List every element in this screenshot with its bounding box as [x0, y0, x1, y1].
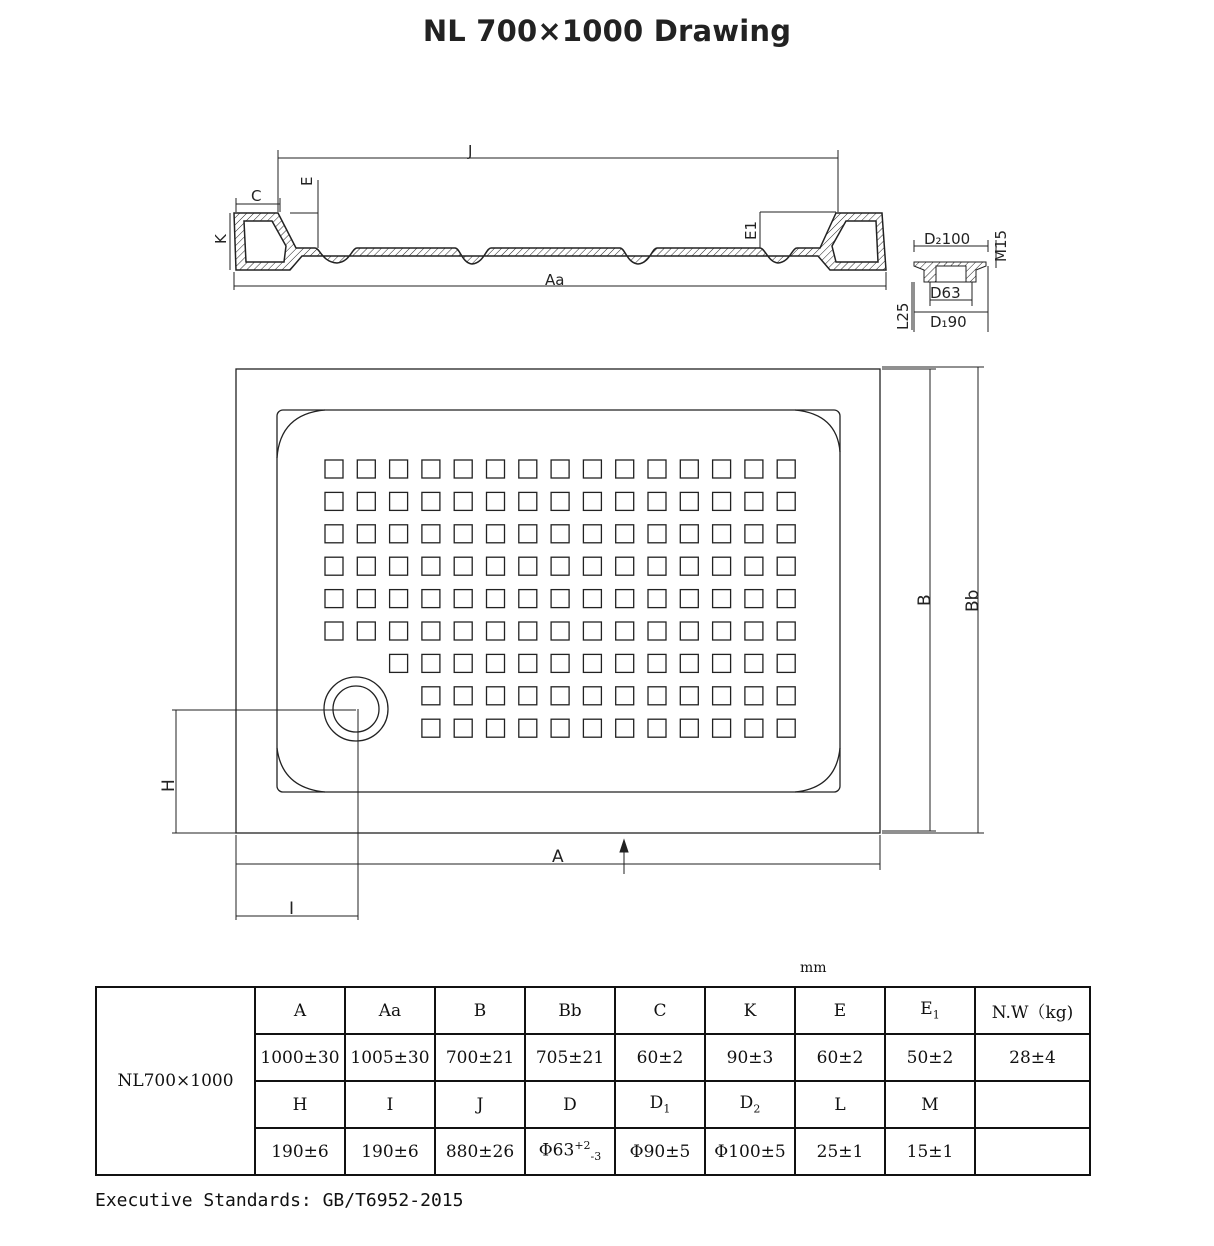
dim-E: [290, 180, 318, 248]
header-D: D: [525, 1081, 615, 1128]
anti-slip-square: [583, 654, 601, 672]
spec-table: [95, 986, 1091, 1176]
anti-slip-square: [487, 622, 505, 640]
anti-slip-square: [745, 719, 763, 737]
anti-slip-square: [745, 622, 763, 640]
cross-section-view: [234, 213, 886, 270]
label-B: B: [915, 594, 935, 606]
anti-slip-square: [551, 687, 569, 705]
anti-slip-square: [422, 557, 440, 575]
anti-slip-square: [648, 622, 666, 640]
anti-slip-square: [713, 687, 731, 705]
anti-slip-square: [454, 622, 472, 640]
anti-slip-square: [680, 719, 698, 737]
anti-slip-square: [616, 654, 634, 672]
header-Aa: Aa: [345, 987, 435, 1034]
header-E1: $E_1$: [885, 987, 975, 1034]
value-I: 190±6: [345, 1128, 435, 1175]
header-L: L: [795, 1081, 885, 1128]
label-D63: D63: [930, 284, 961, 302]
anti-slip-square: [583, 687, 601, 705]
value-E1: 50±2: [885, 1034, 975, 1081]
anti-slip-square: [745, 525, 763, 543]
label-E: E: [298, 176, 316, 186]
anti-slip-square: [648, 492, 666, 510]
anti-slip-square: [745, 654, 763, 672]
anti-slip-square: [357, 557, 375, 575]
anti-slip-square: [777, 654, 795, 672]
anti-slip-square: [422, 460, 440, 478]
anti-slip-square: [680, 460, 698, 478]
anti-slip-square: [390, 492, 408, 510]
anti-slip-square: [519, 719, 537, 737]
anti-slip-square: [745, 460, 763, 478]
anti-slip-square: [422, 687, 440, 705]
anti-slip-square: [583, 460, 601, 478]
value-C: 60±2: [615, 1034, 705, 1081]
anti-slip-square: [519, 654, 537, 672]
anti-slip-square: [648, 460, 666, 478]
value-K: 90±3: [705, 1034, 795, 1081]
anti-slip-square: [357, 622, 375, 640]
anti-slip-square: [325, 590, 343, 608]
anti-slip-square: [390, 525, 408, 543]
anti-slip-square: [777, 525, 795, 543]
anti-slip-square: [777, 590, 795, 608]
header-M: M: [885, 1081, 975, 1128]
anti-slip-square: [325, 622, 343, 640]
anti-slip-square: [680, 590, 698, 608]
anti-slip-square: [390, 590, 408, 608]
anti-slip-square: [519, 460, 537, 478]
anti-slip-square: [616, 557, 634, 575]
anti-slip-square: [583, 622, 601, 640]
tray-section-profile: [234, 213, 886, 270]
anti-slip-square: [519, 557, 537, 575]
anti-slip-square: [422, 492, 440, 510]
page-title: NL 700×1000 Drawing: [422, 14, 792, 48]
anti-slip-square: [616, 492, 634, 510]
anti-slip-square: [519, 622, 537, 640]
anti-slip-square: [713, 492, 731, 510]
anti-slip-square: [519, 525, 537, 543]
anti-slip-square: [551, 590, 569, 608]
header-H: H: [255, 1081, 345, 1128]
label-C: C: [251, 187, 262, 205]
dim-J: [278, 150, 838, 212]
value-E: 60±2: [795, 1034, 885, 1081]
anti-slip-square: [616, 622, 634, 640]
anti-slip-square: [422, 719, 440, 737]
anti-slip-square: [519, 687, 537, 705]
anti-slip-square: [745, 557, 763, 575]
anti-slip-square: [616, 590, 634, 608]
anti-slip-square: [357, 492, 375, 510]
label-J: J: [468, 142, 473, 160]
header-Bb: Bb: [525, 987, 615, 1034]
anti-slip-square: [487, 719, 505, 737]
value-H: 190±6: [255, 1128, 345, 1175]
anti-slip-square: [487, 492, 505, 510]
anti-slip-square: [680, 492, 698, 510]
corner-bl: [277, 748, 325, 792]
anti-slip-square: [325, 525, 343, 543]
empty-cell: [975, 1081, 1090, 1128]
anti-slip-square: [422, 654, 440, 672]
anti-slip-square: [583, 557, 601, 575]
anti-slip-square: [487, 525, 505, 543]
anti-slip-square: [551, 525, 569, 543]
label-D2: D₂100: [924, 230, 971, 248]
anti-slip-square: [616, 525, 634, 543]
anti-slip-square: [454, 654, 472, 672]
anti-slip-square: [583, 719, 601, 737]
anti-slip-square: [648, 525, 666, 543]
anti-slip-square: [777, 687, 795, 705]
header-K: K: [705, 987, 795, 1034]
anti-slip-square: [713, 557, 731, 575]
anti-slip-squares: [325, 460, 795, 737]
anti-slip-square: [390, 460, 408, 478]
label-E1: E1: [742, 220, 760, 240]
label-Bb: Bb: [963, 589, 983, 612]
anti-slip-square: [325, 557, 343, 575]
header-J: J: [435, 1081, 525, 1128]
anti-slip-square: [325, 460, 343, 478]
value-A: 1000±30: [255, 1034, 345, 1081]
anti-slip-square: [454, 557, 472, 575]
anti-slip-square: [454, 590, 472, 608]
header-E: E: [795, 987, 885, 1034]
anti-slip-square: [713, 719, 731, 737]
value-D: $\Phi 63^{+2}_{-3}$: [525, 1128, 615, 1175]
label-D1: D₁90: [930, 313, 967, 331]
anti-slip-square: [454, 525, 472, 543]
anti-slip-square: [551, 460, 569, 478]
dim-I: [236, 709, 358, 920]
anti-slip-square: [648, 719, 666, 737]
anti-slip-square: [648, 654, 666, 672]
anti-slip-square: [583, 590, 601, 608]
corner-tl: [277, 410, 325, 458]
header-A: A: [255, 987, 345, 1034]
anti-slip-square: [454, 719, 472, 737]
anti-slip-square: [648, 590, 666, 608]
anti-slip-square: [357, 590, 375, 608]
anti-slip-square: [713, 654, 731, 672]
value-Aa: 1005±30: [345, 1034, 435, 1081]
anti-slip-square: [487, 557, 505, 575]
table-row: [96, 987, 1090, 1034]
anti-slip-square: [745, 590, 763, 608]
header-C: C: [615, 987, 705, 1034]
header-B: B: [435, 987, 525, 1034]
anti-slip-square: [713, 525, 731, 543]
anti-slip-square: [551, 654, 569, 672]
header-I: I: [345, 1081, 435, 1128]
anti-slip-square: [680, 687, 698, 705]
value-nw: 28±4: [975, 1034, 1090, 1081]
anti-slip-square: [390, 654, 408, 672]
anti-slip-square: [390, 557, 408, 575]
anti-slip-square: [680, 525, 698, 543]
anti-slip-square: [713, 622, 731, 640]
label-H: H: [159, 779, 179, 792]
anti-slip-square: [454, 492, 472, 510]
anti-slip-square: [777, 460, 795, 478]
anti-slip-square: [777, 492, 795, 510]
value-D1: Φ90±5: [615, 1128, 705, 1175]
anti-slip-square: [487, 460, 505, 478]
anti-slip-square: [357, 525, 375, 543]
value-B: 700±21: [435, 1034, 525, 1081]
anti-slip-square: [648, 557, 666, 575]
anti-slip-square: [551, 622, 569, 640]
label-M15: M15: [992, 229, 1010, 262]
anti-slip-square: [616, 719, 634, 737]
anti-slip-square: [390, 622, 408, 640]
anti-slip-square: [519, 492, 537, 510]
label-K: K: [212, 234, 230, 244]
dim-H: [172, 710, 356, 833]
anti-slip-square: [422, 622, 440, 640]
unit-label: mm: [800, 960, 827, 976]
label-L25: L25: [894, 302, 912, 330]
anti-slip-square: [648, 687, 666, 705]
anti-slip-square: [487, 654, 505, 672]
value-L: 25±1: [795, 1128, 885, 1175]
anti-slip-square: [713, 590, 731, 608]
anti-slip-square: [616, 460, 634, 478]
anti-slip-square: [745, 687, 763, 705]
anti-slip-square: [422, 590, 440, 608]
anti-slip-square: [487, 590, 505, 608]
anti-slip-square: [454, 687, 472, 705]
header-D2: $D_2$: [705, 1081, 795, 1128]
value-D2: Φ100±5: [705, 1128, 795, 1175]
anti-slip-square: [680, 557, 698, 575]
drain-hole: [324, 677, 388, 741]
anti-slip-square: [551, 719, 569, 737]
empty-cell: [975, 1128, 1090, 1175]
label-A: A: [552, 847, 564, 867]
header-D1: $D_1$: [615, 1081, 705, 1128]
anti-slip-square: [422, 525, 440, 543]
anti-slip-square: [551, 492, 569, 510]
anti-slip-square: [551, 557, 569, 575]
label-I: I: [289, 899, 295, 919]
value-Bb: 705±21: [525, 1034, 615, 1081]
model-cell: NL700×1000: [96, 987, 255, 1175]
anti-slip-square: [325, 492, 343, 510]
value-M: 15±1: [885, 1128, 975, 1175]
anti-slip-square: [777, 557, 795, 575]
anti-slip-square: [583, 525, 601, 543]
executive-standards: Executive Standards: GB/T6952-2015: [95, 1190, 464, 1211]
anti-slip-square: [745, 492, 763, 510]
anti-slip-square: [357, 460, 375, 478]
anti-slip-square: [713, 460, 731, 478]
anti-slip-square: [487, 687, 505, 705]
anti-slip-square: [519, 590, 537, 608]
corner-tr: [795, 410, 840, 452]
anti-slip-square: [680, 654, 698, 672]
value-J: 880±26: [435, 1128, 525, 1175]
anti-slip-square: [616, 687, 634, 705]
label-Aa: Aa: [545, 271, 565, 289]
anti-slip-square: [583, 492, 601, 510]
corner-br: [795, 748, 840, 792]
header-nw: N.W（kg): [975, 987, 1090, 1034]
anti-slip-square: [777, 622, 795, 640]
anti-slip-square: [454, 460, 472, 478]
anti-slip-square: [680, 622, 698, 640]
anti-slip-square: [777, 719, 795, 737]
